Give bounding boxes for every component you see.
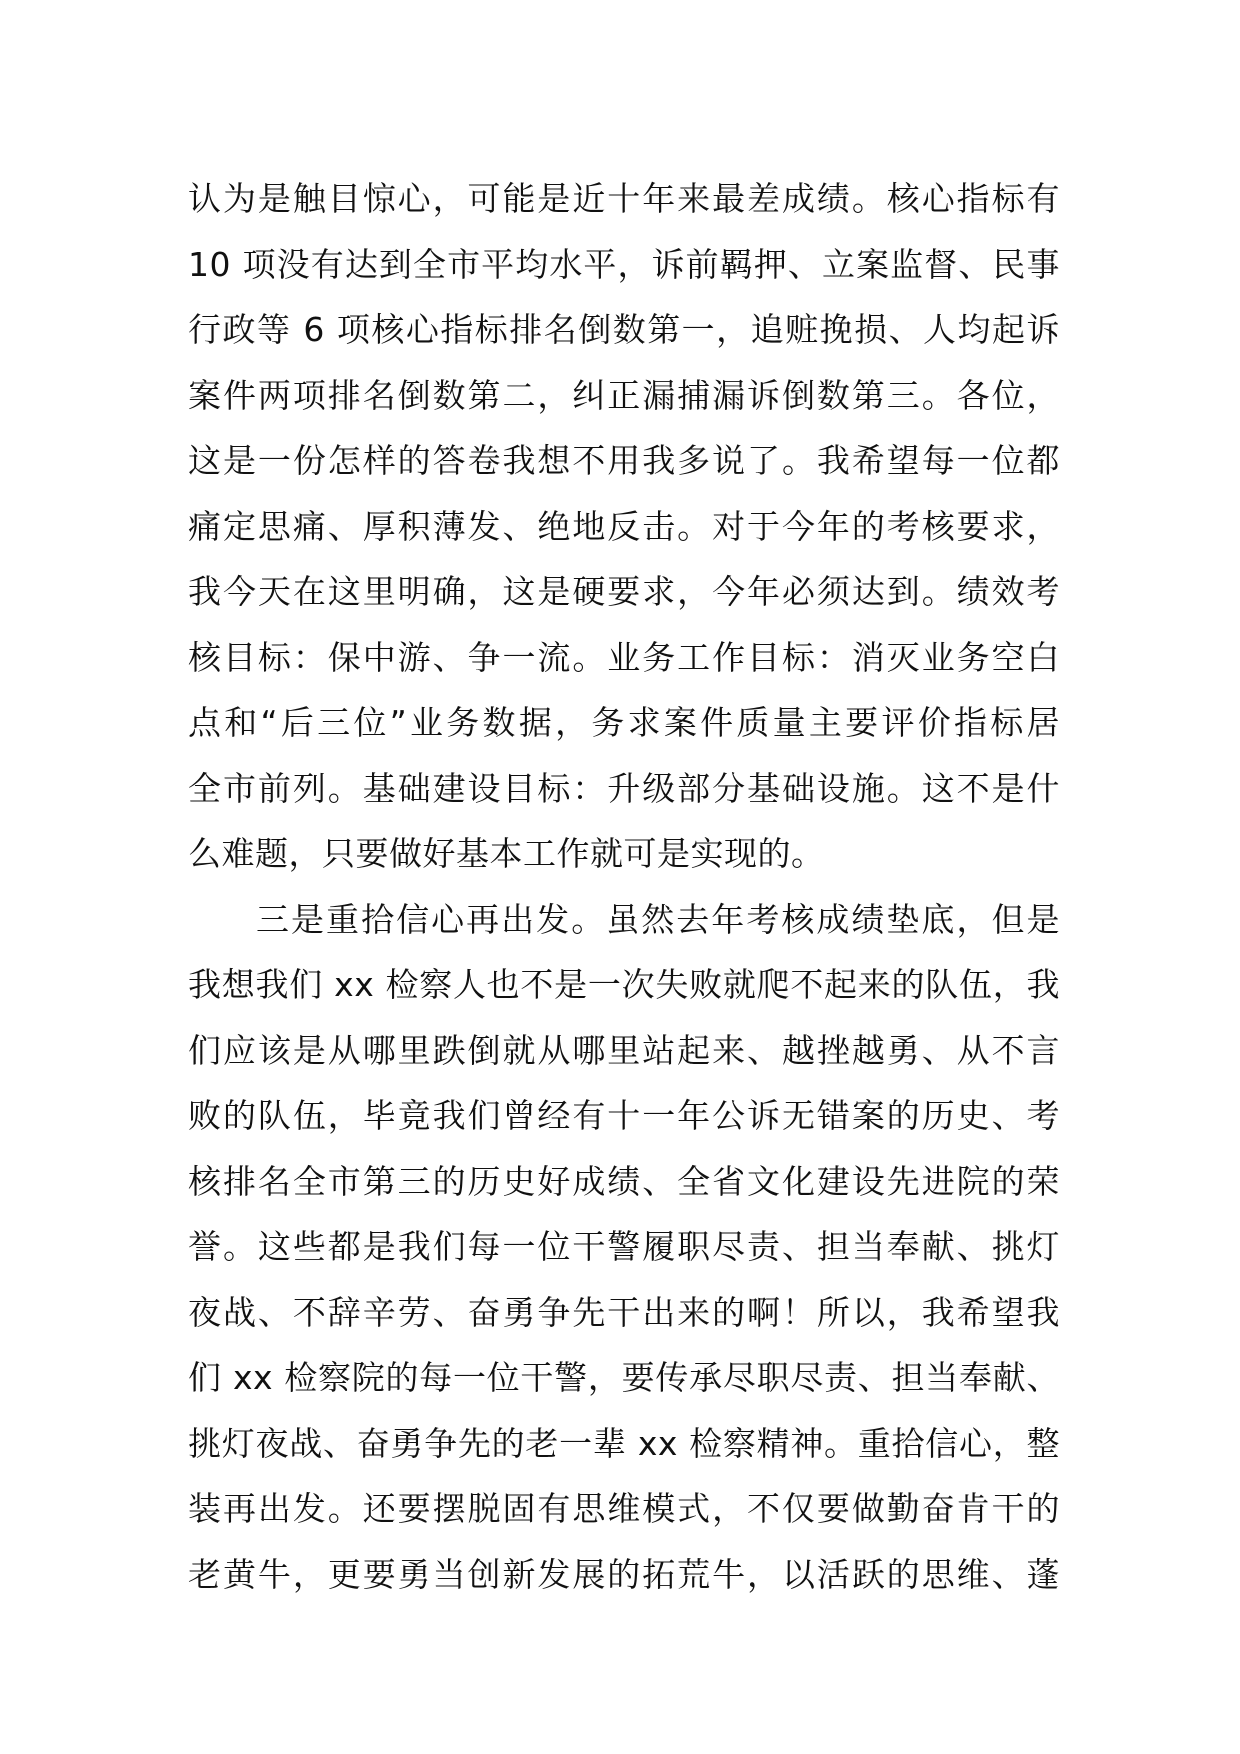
paragraph-start-line: 三是重拾信心再出发。虽然去年考核成绩垫底，但是 xyxy=(256,899,1060,939)
text-line: 败的队伍，毕竟我们曾经有十一年公诉无错案的历史、考 xyxy=(188,1096,1060,1135)
text-line: 全市前列。基础建设目标：升级部分基础设施。这不是什 xyxy=(188,768,1060,808)
text-line: 认为是触目惊心，可能是近十年来最差成绩。核心指标有 xyxy=(188,179,1060,218)
body-text xyxy=(188,166,1060,1607)
text-line: 装再出发。还要摆脱固有思维模式，不仅要做勤奋肯干的 xyxy=(188,1489,1060,1528)
text-line: 核排名全市第三的历史好成绩、全省文化建设先进院的荣 xyxy=(188,1161,1060,1201)
text-line: 我今天在这里明确，这是硬要求，今年必须达到。绩效考 xyxy=(188,572,1060,611)
text-line: 夜战、不辞辛劳、奋勇争先干出来的啊！所以，我希望我 xyxy=(188,1292,1060,1332)
text-line: 这是一份怎样的答卷我想不用我多说了。我希望每一位都 xyxy=(188,441,1060,480)
text-line: 核目标：保中游、争一流。业务工作目标：消灭业务空白 xyxy=(188,637,1060,677)
text-line: 挑灯夜战、奋勇争先的老一辈 xx 检察精神。重拾信心，整 xyxy=(188,1423,1060,1463)
text-line: 我想我们 xx 检察人也不是一次失败就爬不起来的队伍，我 xyxy=(188,965,1060,1004)
text-line: 点和“后三位”业务数据，务求案件质量主要评价指标居 xyxy=(188,703,1060,742)
text-line: 行政等 6 项核心指标排名倒数第一，追赃挽损、人均起诉 xyxy=(188,310,1060,349)
text-line: 么难题，只要做好基本工作就可是实现的。 xyxy=(188,834,825,873)
text-line: 们 xx 检察院的每一位干警，要传承尽职尽责、担当奉献、 xyxy=(188,1358,1060,1397)
text-line: 誉。这些都是我们每一位干警履职尽责、担当奉献、挑灯 xyxy=(188,1227,1060,1266)
text-line: 痛定思痛、厚积薄发、绝地反击。对于今年的考核要求， xyxy=(188,506,1060,546)
text-line: 10 项没有达到全市平均水平，诉前羁押、立案监督、民事 xyxy=(188,244,1060,284)
text-line: 们应该是从哪里跌倒就从哪里站起来、越挫越勇、从不言 xyxy=(188,1030,1060,1070)
text-line: 案件两项排名倒数第二，纠正漏捕漏诉倒数第三。各位， xyxy=(188,375,1060,415)
text-line: 老黄牛，更要勇当创新发展的拓荒牛，以活跃的思维、蓬 xyxy=(188,1554,1060,1594)
